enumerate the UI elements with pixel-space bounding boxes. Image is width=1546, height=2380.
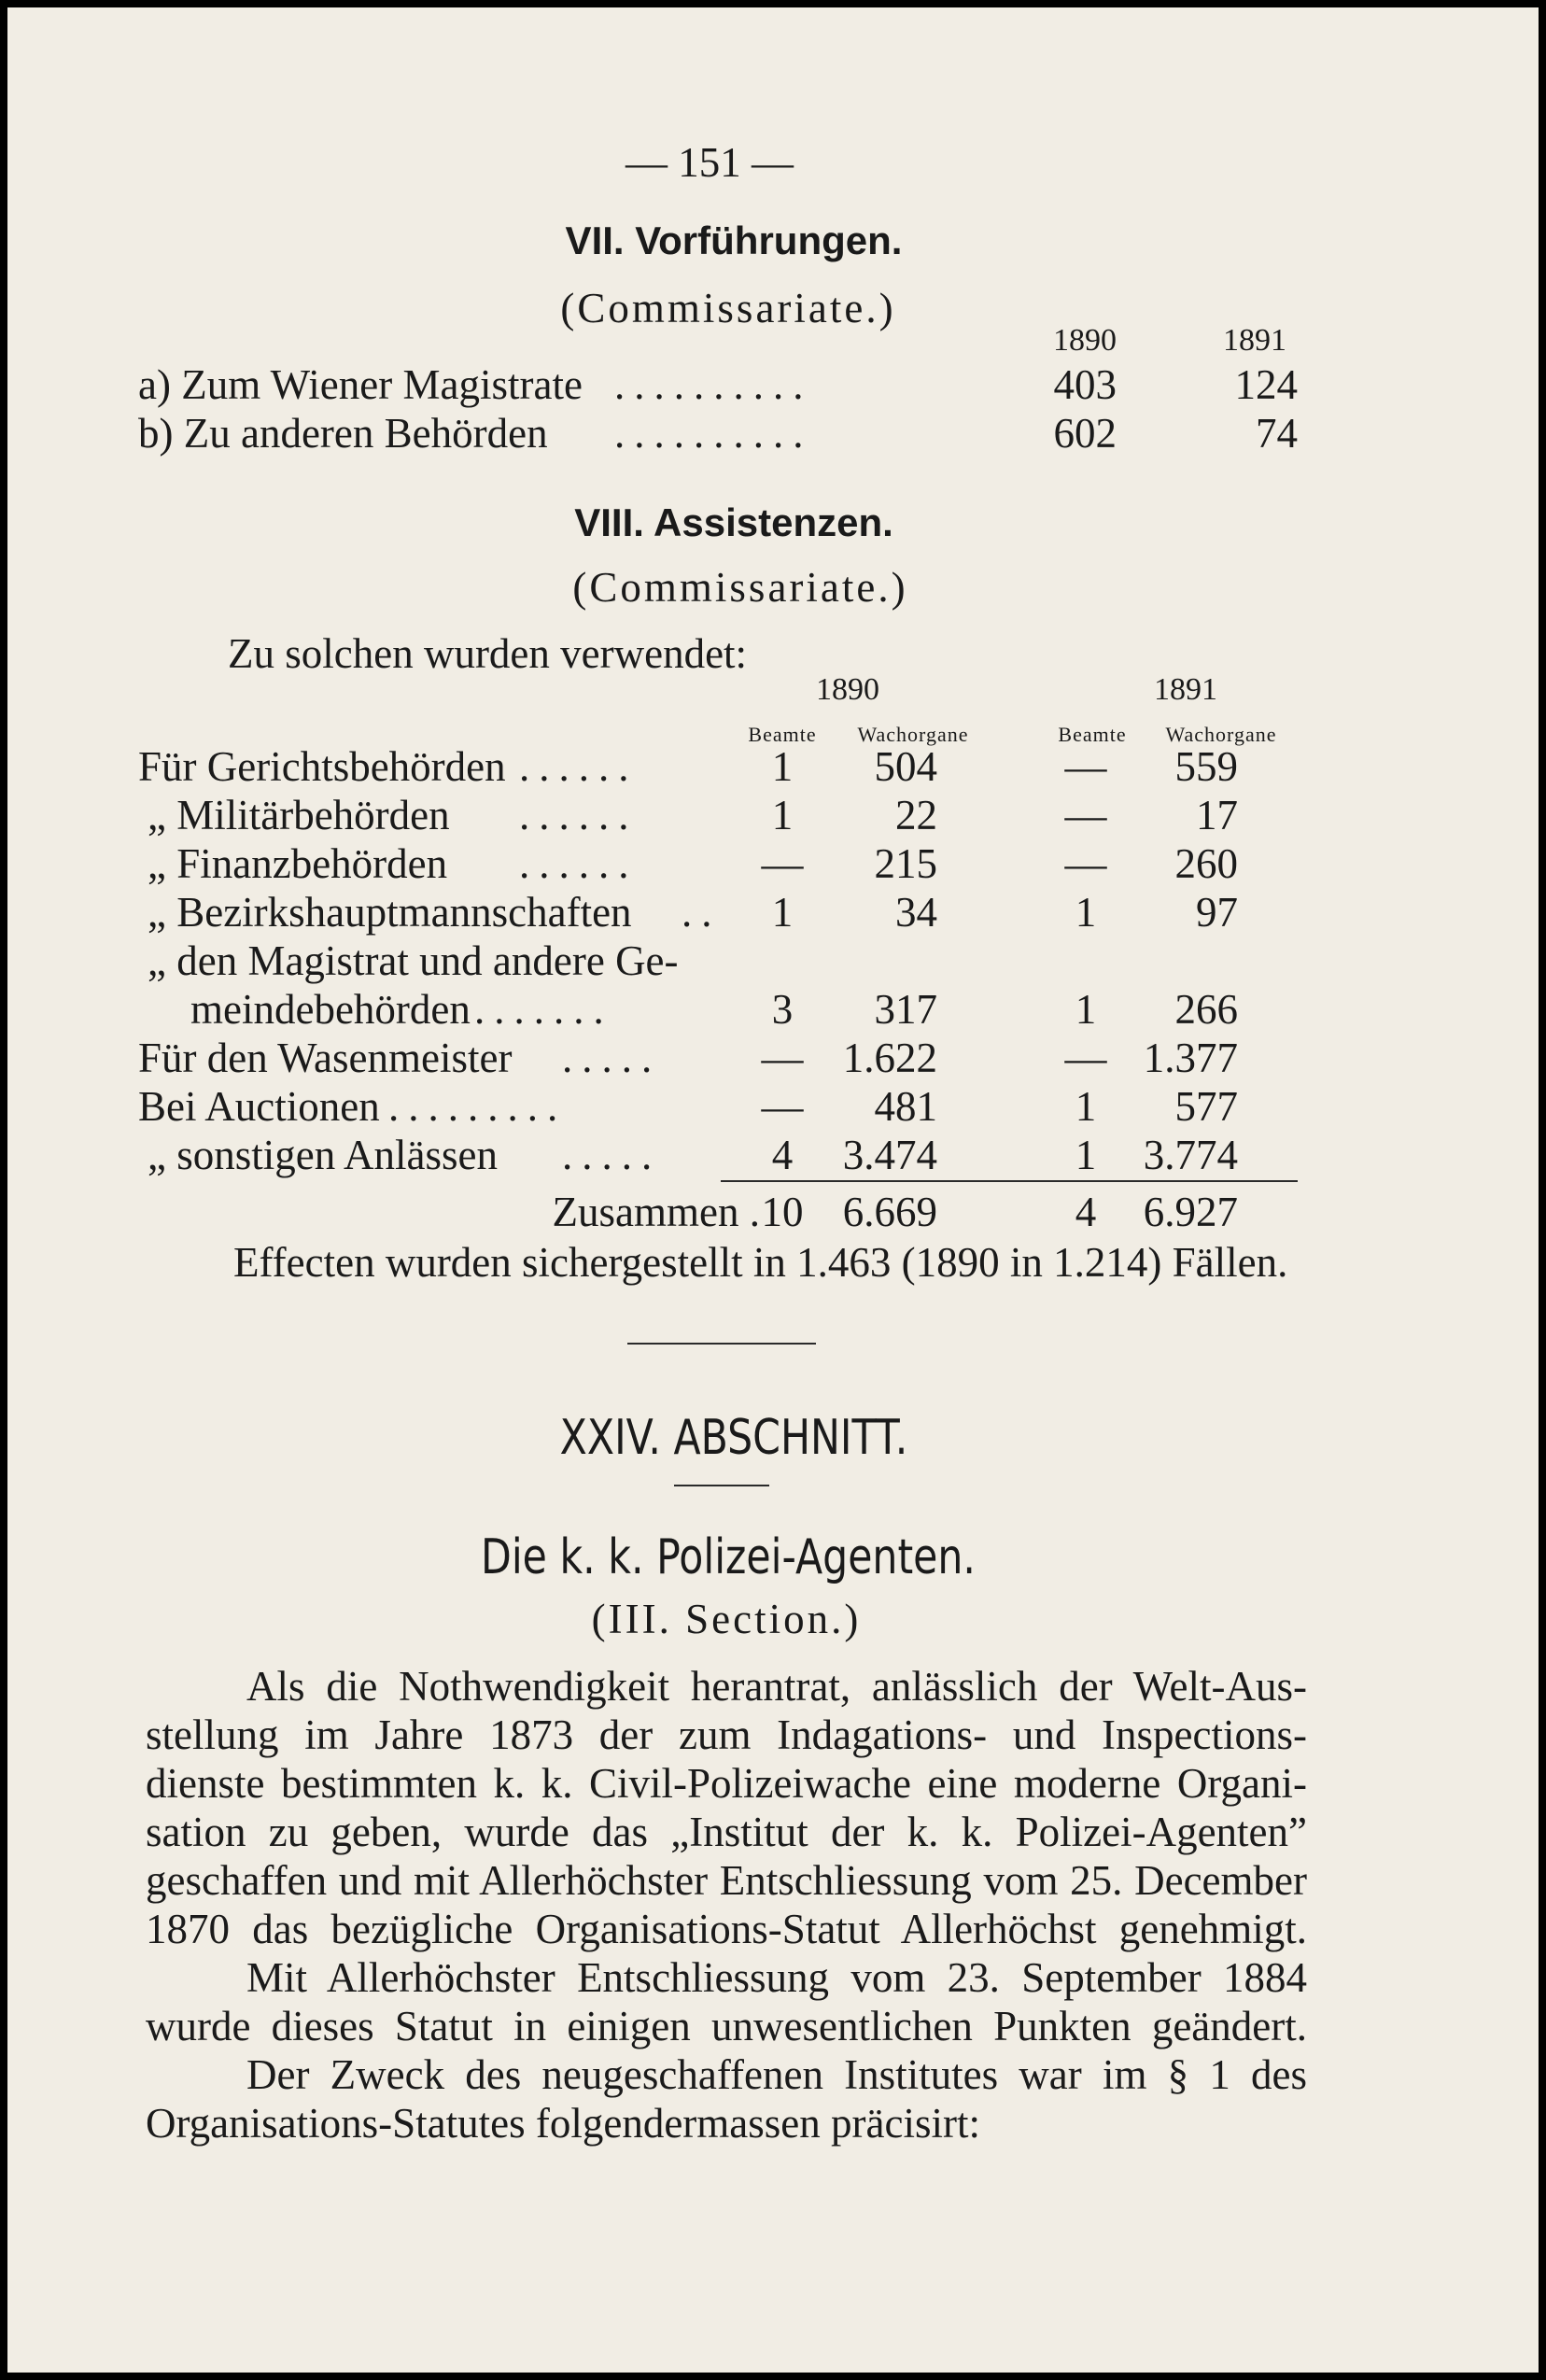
row-label: „ Bezirkshauptmannschaften [148, 889, 632, 936]
text-line: dienste bestimmten k. k. Civil-Polizeiwache eine moderne Organi- [146, 1760, 1307, 1807]
wachorgane-1890: 504 [874, 743, 937, 790]
wachorgane-1891: 559 [1174, 743, 1238, 790]
row-label: „ Finanzbehörden [148, 840, 448, 887]
value-1891: 124 [1234, 361, 1298, 408]
book-page [7, 7, 1539, 2373]
wachorgane-1890: 3.474 [842, 1132, 937, 1178]
year-1890-group-header: 1890 [816, 672, 879, 707]
text-line: stellung im Jahre 1873 der zum Indagations- und Inspections- [146, 1711, 1307, 1758]
beamte-1891: — [1064, 840, 1107, 887]
section-7-title: VII. Vorführungen. [565, 218, 903, 262]
text-line: 1870 das bezügliche Organisations-Statut Allerhöchst genehmigt. [146, 1906, 1307, 1952]
beamte-1891: 1 [1075, 889, 1097, 936]
total-beamte-1891: 4 [1075, 1189, 1097, 1235]
leader-dots: .......... [614, 410, 813, 457]
total-wachorgane-1891: 6.927 [1143, 1189, 1238, 1235]
leader-dots: ....... [474, 986, 613, 1033]
effecten-note: Effecten wurden sichergestellt in 1.463 (1890 in 1.214) Fällen. [233, 1239, 1288, 1286]
text-line: wurde dieses Statut in einigen unwesentlichen Punkten geändert. [146, 2003, 1307, 2049]
beamte-1891: 1 [1075, 986, 1097, 1033]
chapter-rule [674, 1485, 769, 1486]
leader-dots: ...... [519, 840, 639, 887]
beamte-1891: 1 [1075, 1083, 1097, 1130]
row-label: b) Zu anderen Behörden [138, 410, 548, 457]
wachorgane-1891: 577 [1174, 1083, 1238, 1130]
section-8-subtitle: (Commissariate.) [572, 564, 908, 611]
wachorgane-1891: 97 [1196, 889, 1238, 936]
total-wachorgane-1890: 6.669 [842, 1189, 937, 1235]
beamte-1890: — [761, 1035, 804, 1081]
leader-dots: ..... [562, 1132, 662, 1178]
text-line: Mit Allerhöchster Entschliessung vom 23. September 1884 [246, 1954, 1307, 2001]
wachorgane-1890: 22 [895, 792, 937, 838]
wachorgane-1891: 266 [1174, 986, 1238, 1033]
value-1890: 602 [1053, 410, 1117, 457]
leader-dots: ...... [519, 792, 639, 838]
chapter-title: Die k. k. Polizei-Agenten. [481, 1529, 976, 1585]
row-label: „ den Magistrat und andere Ge- [148, 937, 679, 984]
row-label: Für den Wasenmeister [138, 1035, 513, 1081]
year-1890-header: 1890 [1053, 323, 1117, 358]
chapter-subtitle: (III. Section.) [591, 1596, 862, 1642]
beamte-1890: — [761, 840, 804, 887]
section-divider [627, 1343, 816, 1345]
subheader-beamte-1890: Beamte [748, 723, 817, 746]
text-line: geschaffen und mit Allerhöchster Entschliessung vom 25. December [146, 1857, 1307, 1904]
value-1891: 74 [1256, 410, 1298, 457]
beamte-1890: 1 [771, 743, 794, 790]
total-label: Zusammen . [552, 1189, 760, 1235]
beamte-1890: 1 [771, 792, 794, 838]
leader-dots: ..... [562, 1035, 662, 1081]
beamte-1890: 4 [771, 1132, 794, 1178]
beamte-1891: 1 [1075, 1132, 1097, 1178]
row-label: Für Gerichtsbehörden [138, 743, 506, 790]
beamte-1891: — [1064, 1035, 1107, 1081]
wachorgane-1890: 317 [874, 986, 937, 1033]
wachorgane-1890: 215 [874, 840, 937, 887]
wachorgane-1891: 1.377 [1143, 1035, 1238, 1081]
beamte-1890: — [761, 1083, 804, 1130]
wachorgane-1890: 1.622 [842, 1035, 937, 1081]
subheader-beamte-1891: Beamte [1058, 723, 1127, 746]
year-1891-header: 1891 [1223, 323, 1286, 358]
wachorgane-1891: 260 [1174, 840, 1238, 887]
leader-dots: .......... [614, 361, 813, 408]
subheader-wachorgane-1891: Wachorgane [1165, 723, 1277, 746]
row-label: meindebehörden [190, 986, 471, 1033]
beamte-1890: 3 [771, 986, 794, 1033]
leader-dots: .. [682, 889, 722, 936]
year-1891-group-header: 1891 [1154, 672, 1217, 707]
section-7-subtitle: (Commissariate.) [560, 285, 896, 331]
wachorgane-1891: 3.774 [1143, 1132, 1238, 1178]
wachorgane-1891: 17 [1196, 792, 1238, 838]
leader-dots: ......... [388, 1083, 568, 1130]
text-line: Der Zweck des neugeschaffenen Institutes war im § 1 des [246, 2051, 1307, 2098]
page-number: — 151 — [625, 139, 794, 186]
text-line: Organisations-Statutes folgendermassen präcisirt: [146, 2100, 980, 2147]
total-beamte-1890: 10 [761, 1189, 804, 1235]
row-label: „ Militärbehörden [148, 792, 450, 838]
beamte-1891: — [1064, 743, 1107, 790]
value-1890: 403 [1053, 361, 1117, 408]
beamte-1890: 1 [771, 889, 794, 936]
beamte-1891: — [1064, 792, 1107, 838]
wachorgane-1890: 34 [895, 889, 937, 936]
row-label: „ sonstigen Anlässen [148, 1132, 498, 1178]
text-line: Als die Nothwendigkeit herantrat, anlässlich der Welt-Aus- [246, 1663, 1307, 1710]
section-8-title: VIII. Assistenzen. [574, 500, 893, 544]
section-8-intro: Zu solchen wurden verwendet: [228, 630, 748, 677]
wachorgane-1890: 481 [874, 1083, 937, 1130]
row-label: Bei Auctionen [138, 1083, 380, 1130]
leader-dots: ...... [519, 743, 639, 790]
subheader-wachorgane-1890: Wachorgane [857, 723, 969, 746]
text-line: sation zu geben, wurde das „Institut der k. k. Polizei-Agenten” [146, 1809, 1307, 1855]
chapter-heading: XXIV. ABSCHNITT. [559, 1410, 908, 1466]
row-label: a) Zum Wiener Magistrate [138, 361, 583, 408]
sum-rule [721, 1180, 1298, 1182]
